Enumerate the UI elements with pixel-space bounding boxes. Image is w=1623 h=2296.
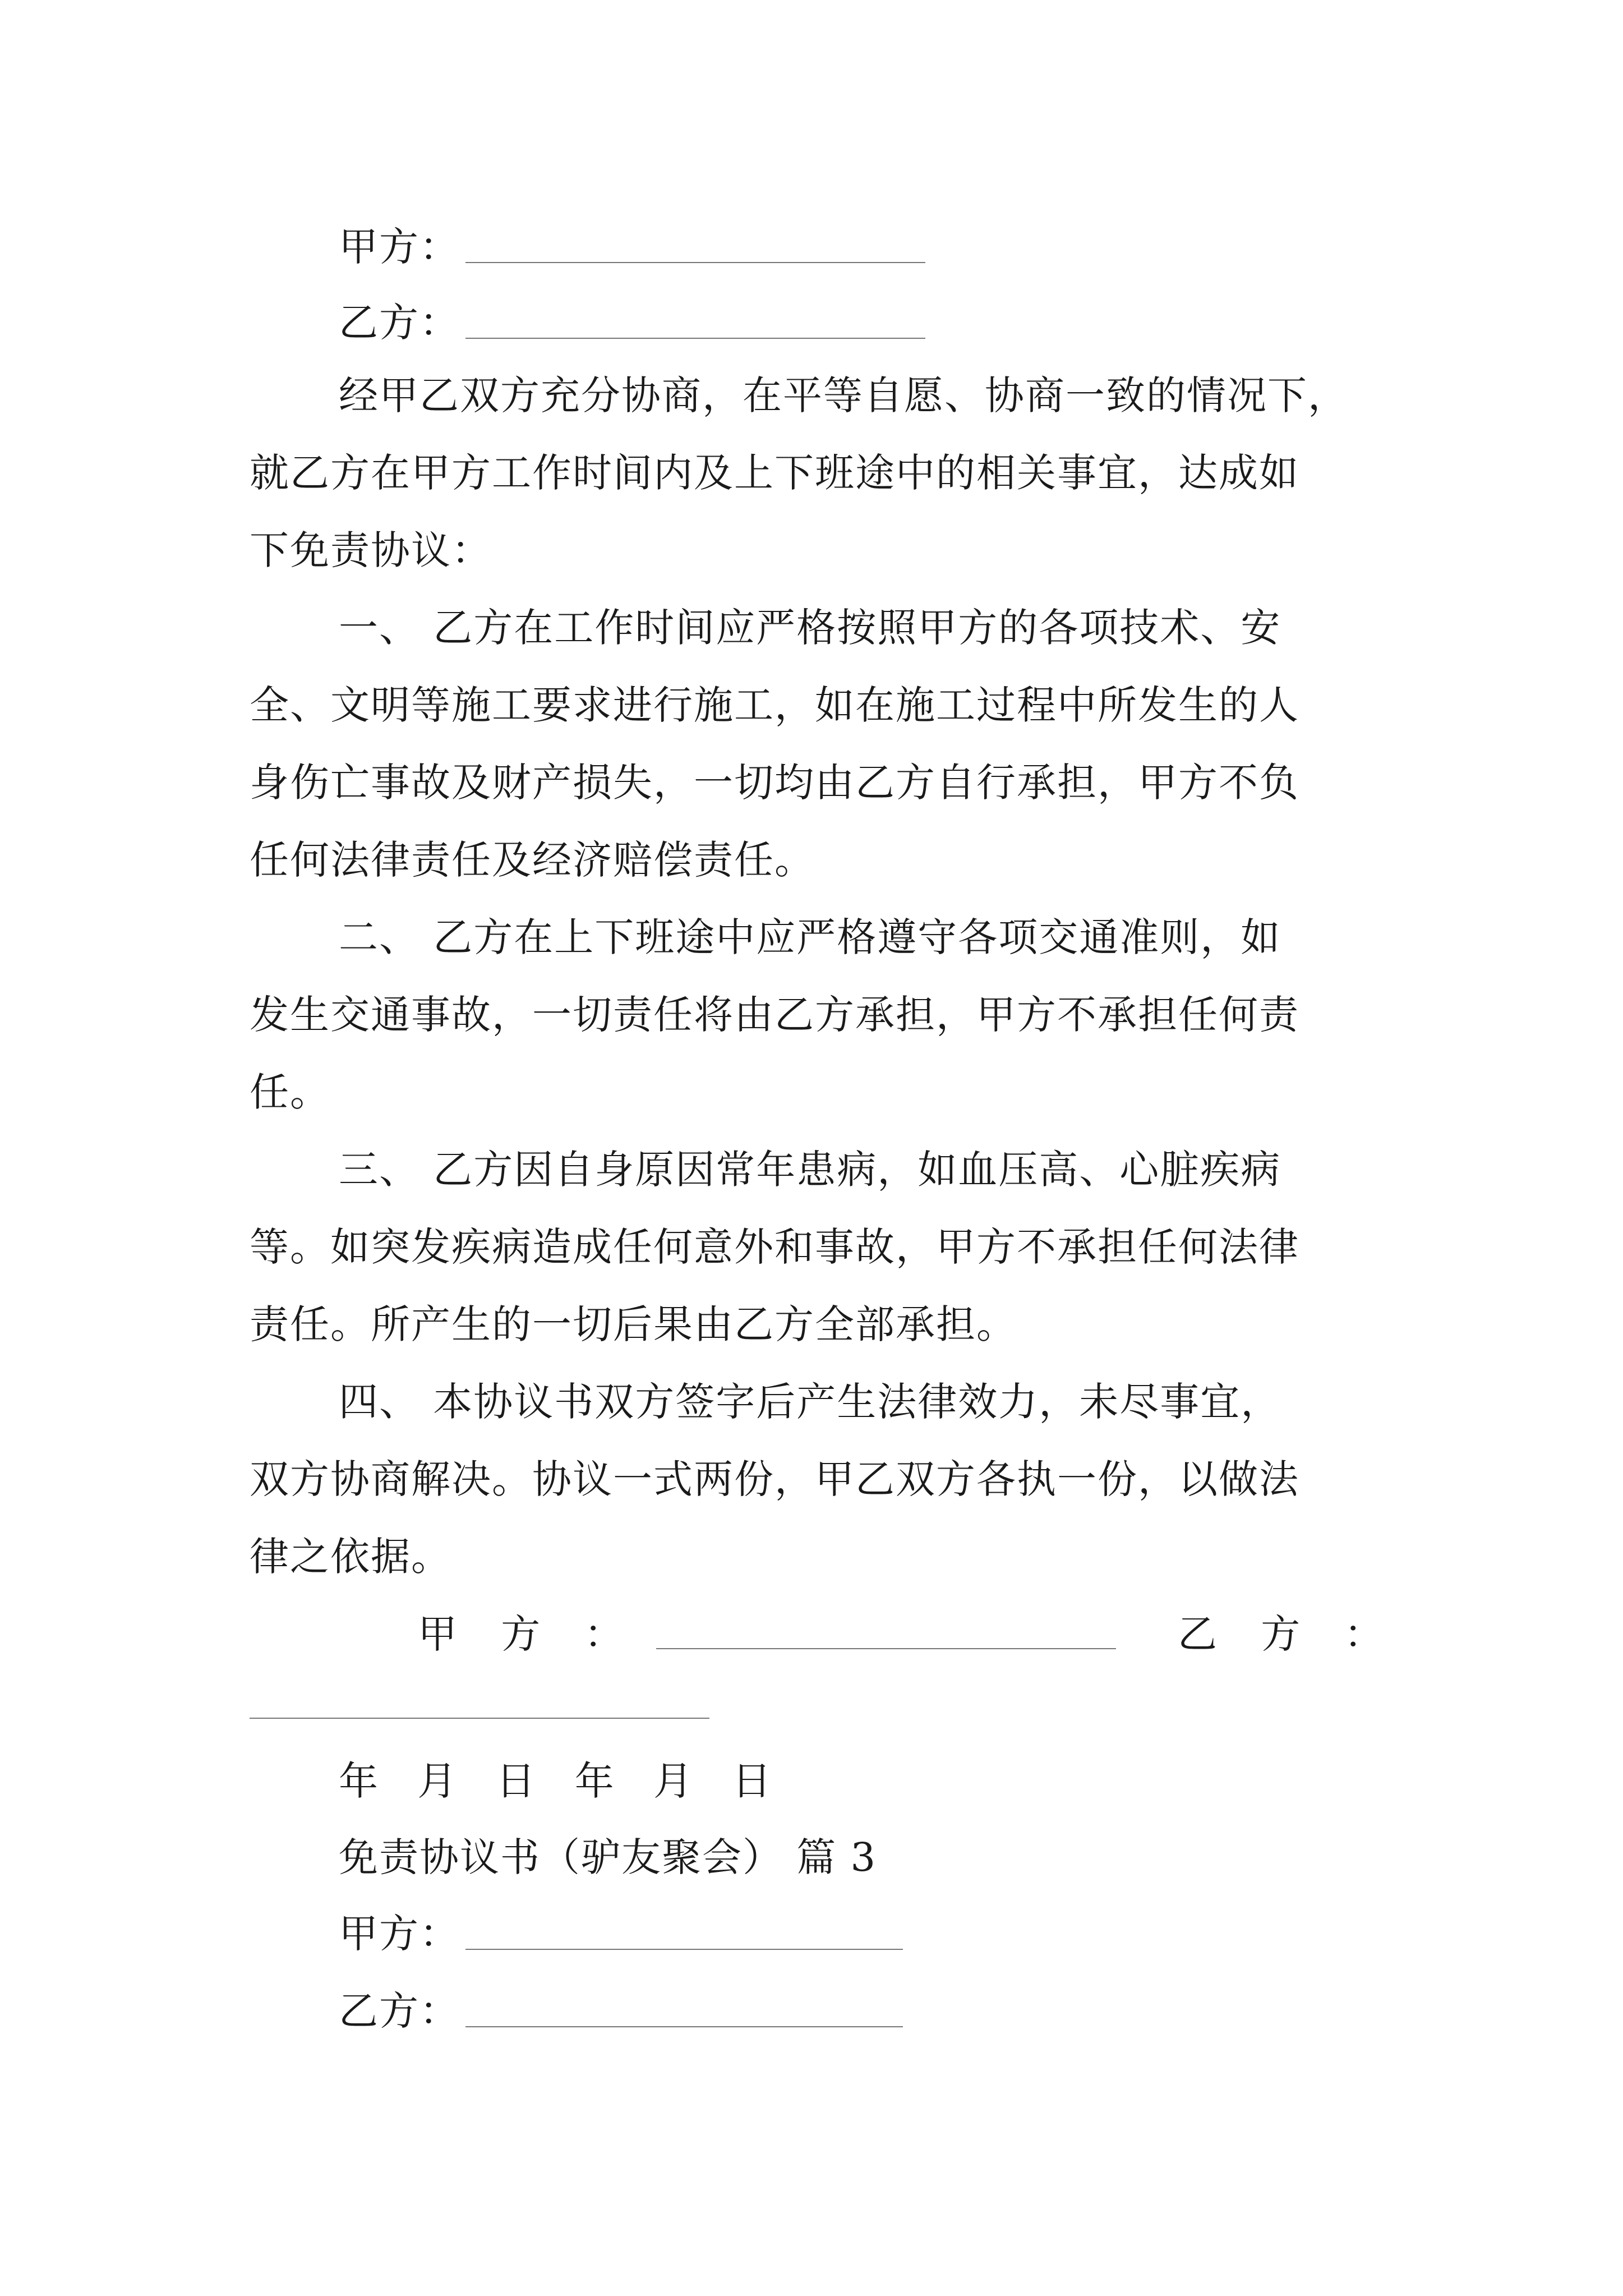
- party-b-blank: [465, 338, 925, 339]
- clause-1-line-4: 任何法律责任及经济赔偿责任。: [250, 837, 815, 883]
- clause-4-line-3: 律之依据。: [250, 1534, 451, 1580]
- clause-3-line-1: 三、 乙方因自身原因常年患病，如血压高、心脏疾病: [339, 1147, 1281, 1193]
- clause-2-line-3: 任。: [250, 1069, 330, 1115]
- date-line: 年 月 日 年 月 日: [339, 1758, 785, 1804]
- clause-1-line-1: 一、 乙方在工作时间应严格按照甲方的各项技术、安: [339, 605, 1281, 651]
- signature-party-b-blank: [250, 1718, 709, 1719]
- clause-1-line-3: 身伤亡事故及财产损失，一切均由乙方自行承担，甲方不负: [250, 760, 1299, 806]
- signature-party-a-label: 甲 方 ：: [418, 1611, 639, 1657]
- party-a-label: 甲方：: [339, 224, 460, 270]
- clause-3-line-3: 责任。所产生的一切后果由乙方全部承担。: [250, 1301, 1017, 1347]
- next-agreement-title: 免责协议书（驴友聚会） 篇 3: [339, 1834, 877, 1880]
- clause-3-line-2: 等。如突发疾病造成任何意外和事故，甲方不承担任何法律: [250, 1224, 1299, 1270]
- signature-party-b-label: 乙 方 ：: [1178, 1611, 1399, 1657]
- next-party-b-blank: [465, 2026, 903, 2027]
- intro-line-2: 就乙方在甲方工作时间内及上下班途中的相关事宜，达成如: [250, 450, 1299, 496]
- clause-2-line-1: 二、 乙方在上下班途中应严格遵守各项交通准则，如: [339, 914, 1281, 960]
- intro-line-3: 下免责协议：: [250, 527, 492, 573]
- clause-1-line-2: 全、文明等施工要求进行施工，如在施工过程中所发生的人: [250, 682, 1299, 728]
- clause-4-line-2: 双方协商解决。协议一式两份，甲乙双方各执一份，以做法: [250, 1456, 1299, 1502]
- signature-party-a-blank: [656, 1648, 1116, 1649]
- clause-2-line-2: 发生交通事故，一切责任将由乙方承担，甲方不承担任何责: [250, 992, 1299, 1038]
- next-party-b-label: 乙方：: [339, 1988, 460, 2034]
- intro-line-1: 经甲乙双方充分协商，在平等自愿、协商一致的情况下，: [339, 372, 1348, 418]
- party-b-label: 乙方：: [339, 300, 460, 346]
- clause-4-line-1: 四、 本协议书双方签字后产生法律效力，未尽事宜，: [339, 1379, 1281, 1425]
- next-party-a-label: 甲方：: [339, 1911, 460, 1957]
- party-a-blank: [465, 262, 925, 263]
- next-party-a-blank: [465, 1949, 903, 1950]
